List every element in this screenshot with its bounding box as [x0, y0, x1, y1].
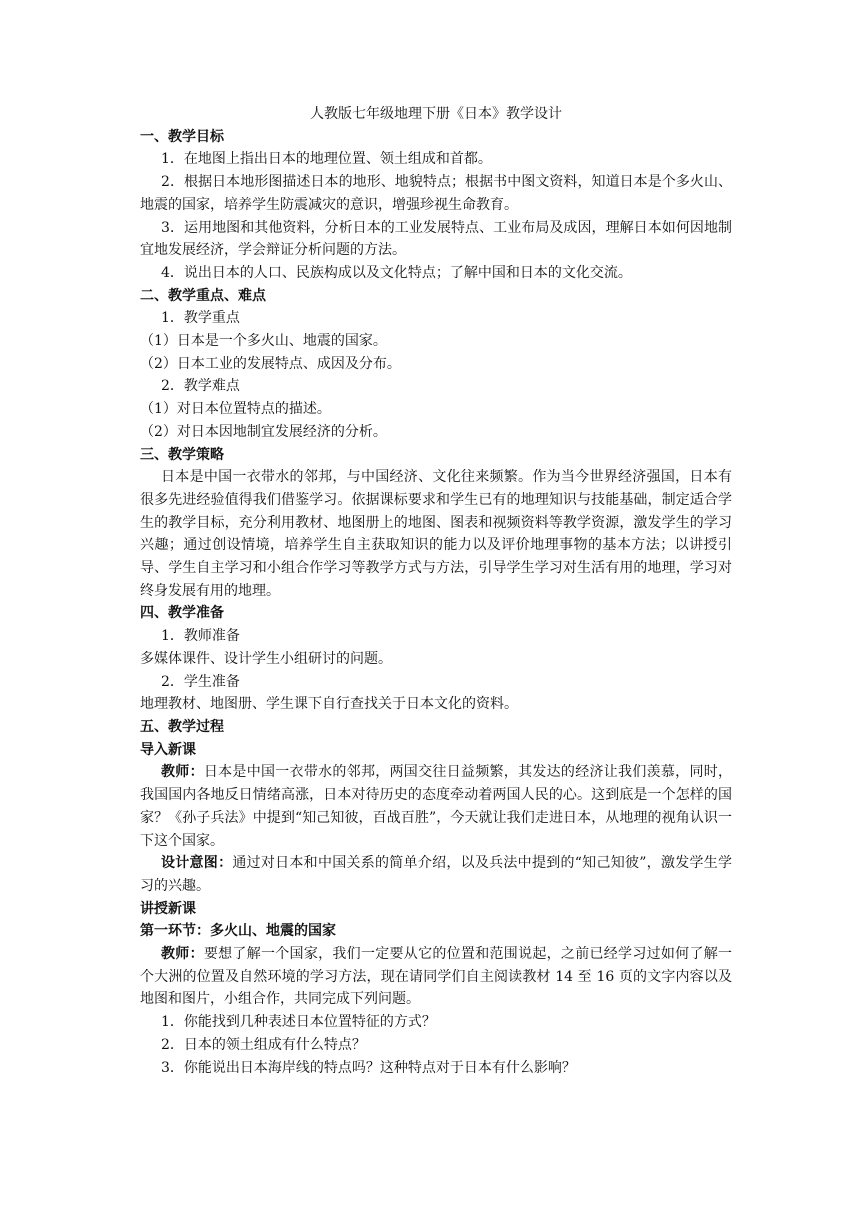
document-body	[140, 103, 732, 1079]
student-prep-label: 2．学生准备	[161, 673, 240, 690]
difficulty-2: （2）对日本因地制宜发展经济的分析。	[140, 423, 387, 440]
section-heading-preparation: 四、教学准备	[140, 605, 224, 622]
key-point-1: （1）日本是一个多火山、地震的国家。	[140, 333, 387, 350]
objective-1: 1．在地图上指出日本的地理位置、领土组成和首都。	[161, 151, 492, 168]
strategy-paragraph: 日本是中国一衣带水的邻邦，与中国经济、文化往来频繁。作为当今世界经济强国，日本有很多先进经验值得我们借鉴学习。依据课标要求和学生已有的地理知识与技能基础，制定适合学生的教学目标，充分利用教材、地图册上的地图、图表和视频资料等教学资源，激发学生的学习兴趣；通过创设情境，培养学生自主获取知识的能力以及评价地理事物的基本方法；以讲授引导、学生自主学习和小组合作学习等教学方式与方法，引导学生学习对生活有用的地理，学习对终身发展有用的地理。	[140, 469, 732, 599]
teacher-part-one-paragraph	[140, 943, 732, 1011]
objective-3: 3．运用地图和其他资料，分析日本的工业发展特点、工业布局及成因，理解日本如何因地制宜地发展经济，学会辩证分析问题的方法。	[140, 219, 732, 259]
student-prep-text: 地理教材、地图册、学生课下自行查找关于日本文化的资料。	[140, 696, 518, 713]
section-heading-process: 五、教学过程	[140, 718, 224, 735]
intro-heading: 导入新课	[140, 741, 196, 758]
objective-4: 4．说出日本的人口、民族构成以及文化特点；了解中国和日本的文化交流。	[161, 264, 632, 281]
question-3: 3．你能说出日本海岸线的特点吗？这种特点对于日本有什么影响？	[161, 1059, 576, 1076]
part-one-heading: 第一环节：多火山、地震的国家	[140, 923, 336, 940]
teacher-prep-text: 多媒体课件、设计学生小组研讨的问题。	[140, 650, 392, 667]
difficulties-label: 2．教学难点	[161, 378, 240, 395]
key-point-2: （2）日本工业的发展特点、成因及分布。	[140, 355, 401, 372]
teacher-intro-text: 日本是中国一衣带水的邻邦，两国交往日益频繁，其发达的经济让我们羡慕，同时，我国国内各地反日情绪高涨，日本对待历史的态度牵动着两国人民的心。这到底是一个怎样的国家？《孙子兵法》中提到“知己知彼，百战百胜”，今天就让我们走进日本，从地理的视角认识一下这个国家。	[140, 764, 733, 849]
design-intent-paragraph	[140, 852, 732, 897]
question-1: 1．你能找到几种表述日本位置特征的方式？	[161, 1014, 436, 1031]
design-intent-label: 设计意图：	[161, 855, 233, 872]
section-heading-objectives: 一、教学目标	[140, 128, 224, 145]
teacher-label-2: 教师：	[161, 946, 204, 963]
question-2: 2．日本的领土组成有什么特点？	[161, 1036, 366, 1053]
objective-2: 2．根据日本地形图描述日本的地形、地貌特点；根据书中图文资料，知道日本是个多火山、地震的国家，培养学生防震减灾的意识，增强珍视生命教育。	[140, 174, 732, 213]
design-intent-text: 通过对日本和中国关系的简单介绍，以及兵法中提到的“知己知彼”，激发学生学习的兴趣。	[140, 855, 733, 894]
section-heading-key-points: 二、教学重点、难点	[140, 287, 266, 304]
teacher-label: 教师：	[161, 764, 204, 781]
section-heading-strategy: 三、教学策略	[140, 446, 224, 463]
new-lesson-heading: 讲授新课	[140, 900, 196, 917]
teacher-intro-paragraph	[140, 761, 732, 852]
teacher-prep-label: 1．教师准备	[161, 628, 240, 645]
key-points-label: 1．教学重点	[161, 310, 240, 327]
teacher-part-one-text: 要想了解一个国家，我们一定要从它的位置和范围说起，之前已经学习过如何了解一个大洲的位置及自然环境的学习方法，现在请同学们自主阅读教材 14 至 16 页的文字内容以及地图和图片，小组合作，共同完成下列问题。	[140, 946, 733, 1008]
document-title: 人教版七年级地理下册《日本》教学设计	[310, 106, 562, 122]
difficulty-1: （1）对日本位置特点的描述。	[140, 401, 331, 418]
